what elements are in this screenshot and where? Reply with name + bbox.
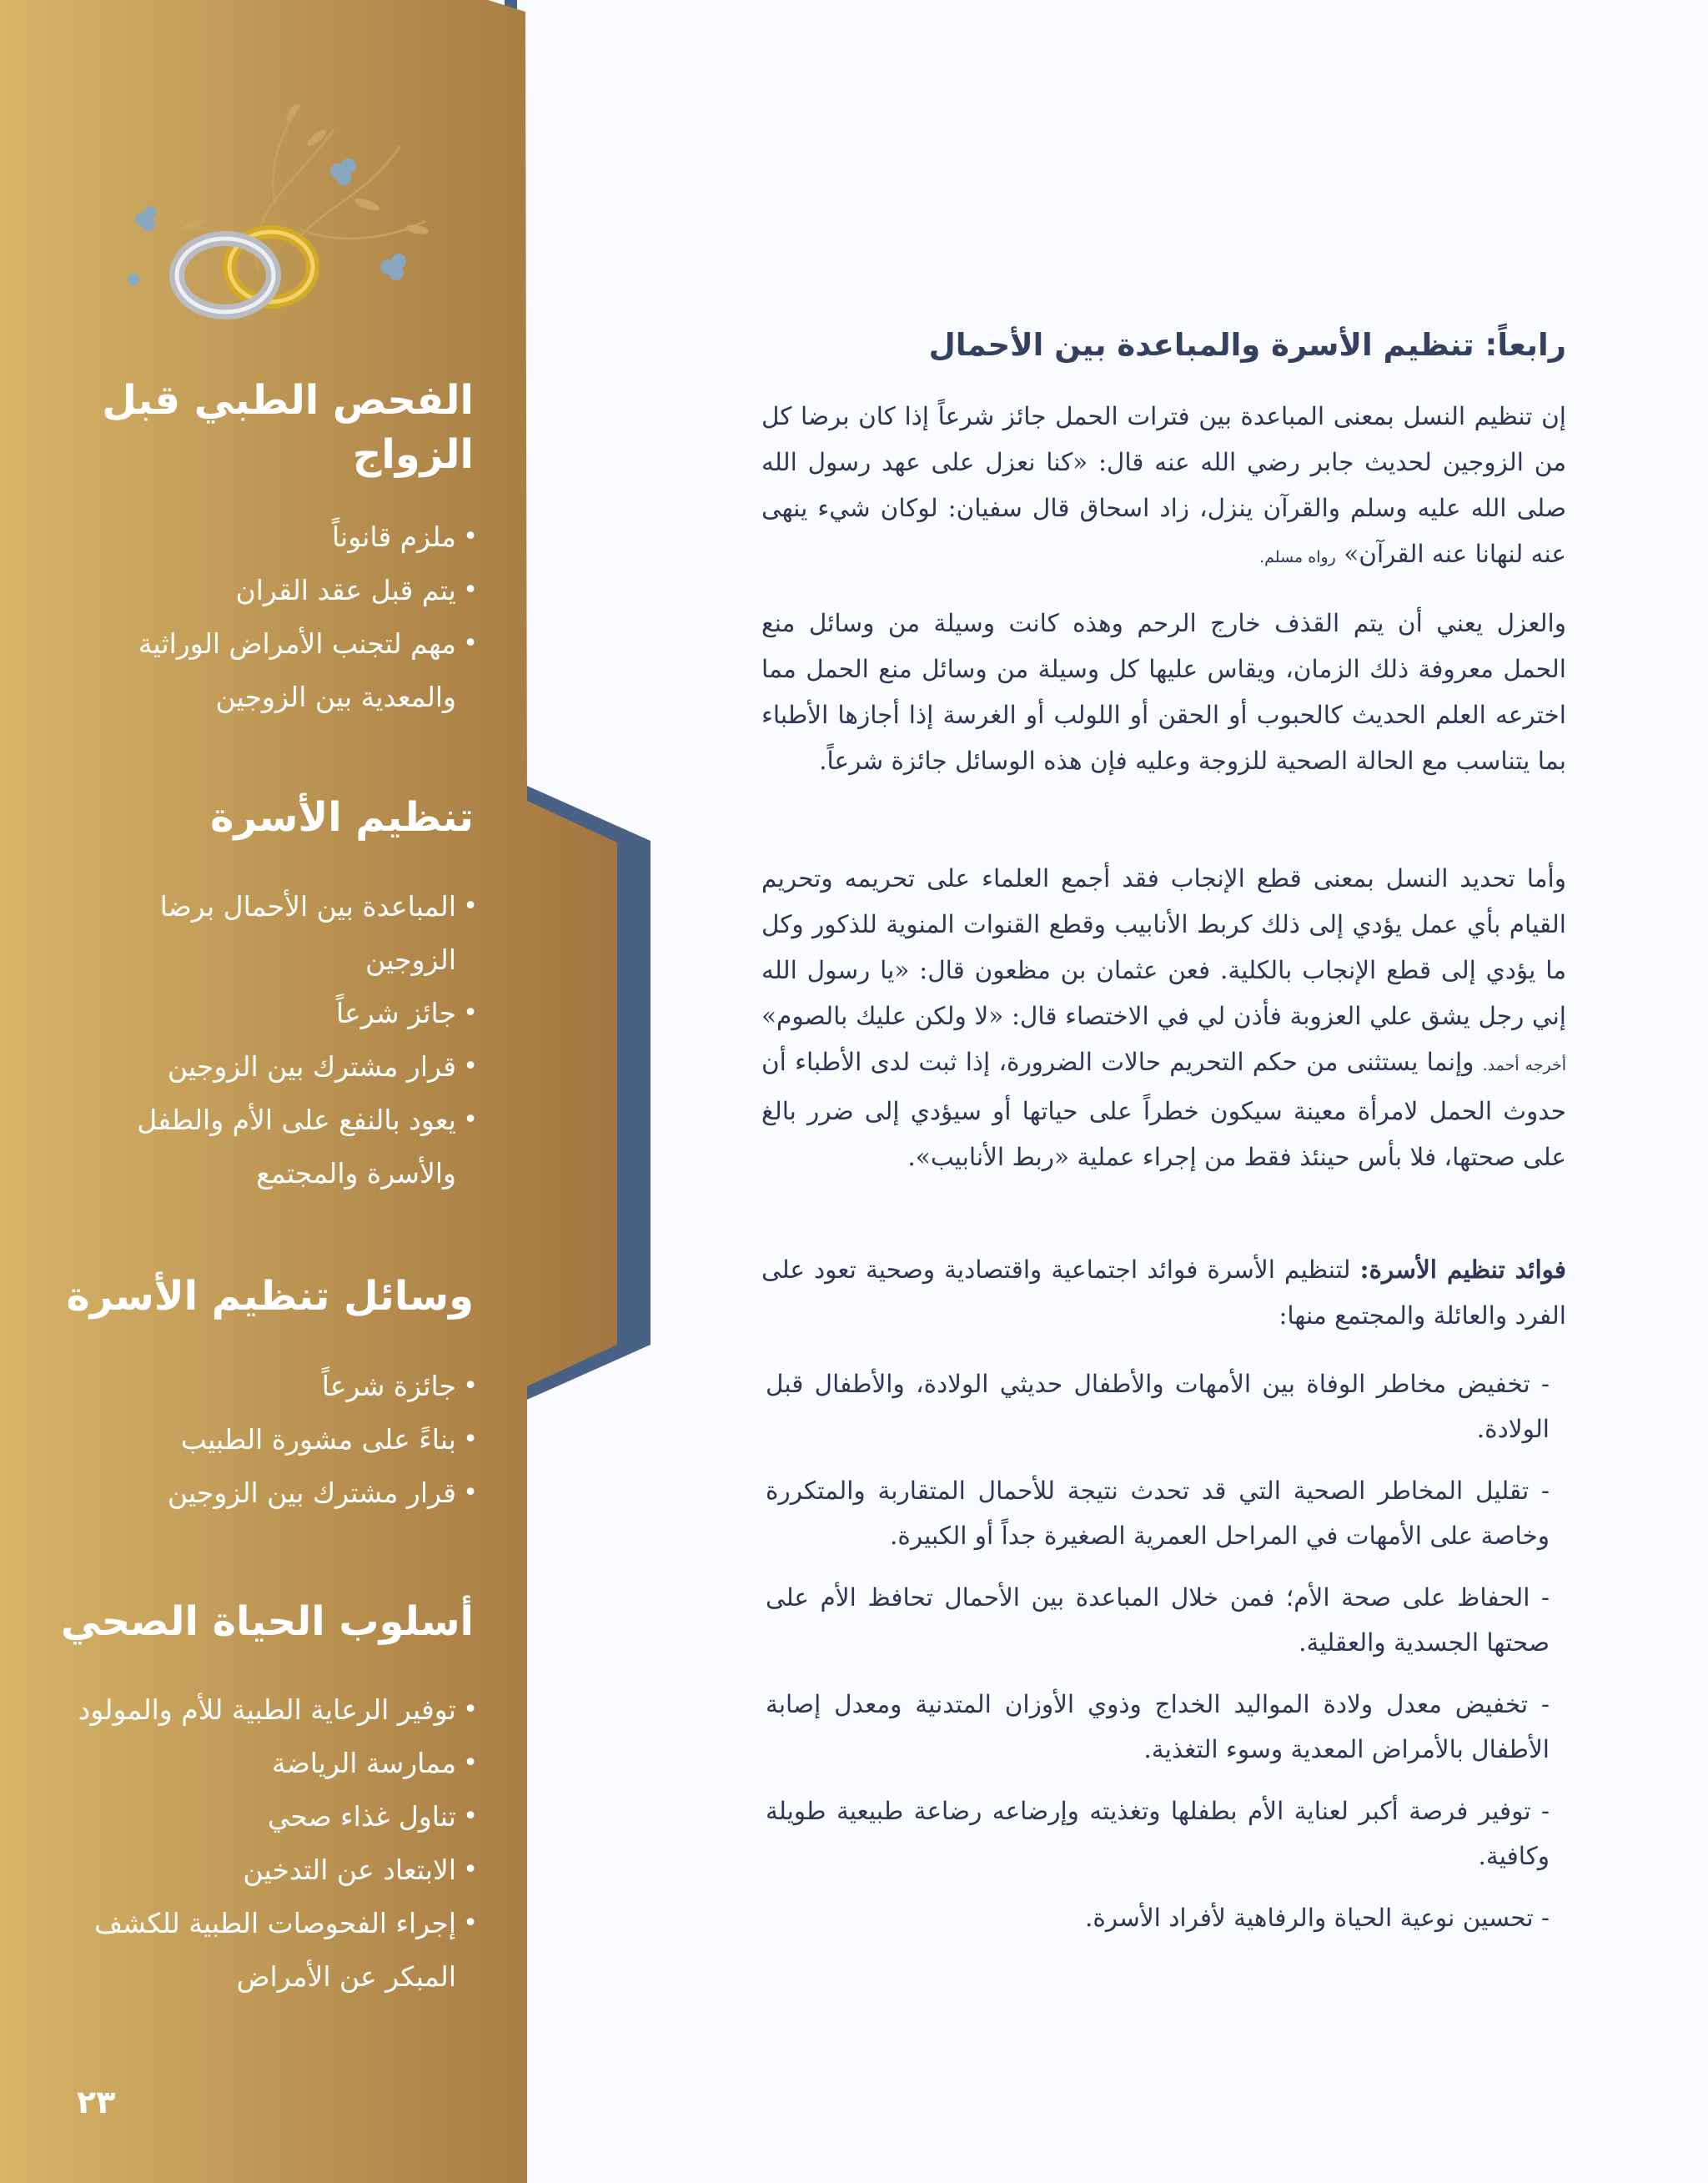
benefits-list <box>766 1361 1550 1957</box>
benefit-item: - تقليل المخاطر الصحية التي قد تحدث نتيجة للأحمال المتقاربة والمتكررة وخاصة على الأمهات في المراحل العمرية الصغيرة جداً أو الكبيرة. <box>766 1476 1550 1550</box>
sidebar-list-item: • يعود بالنفع على الأم والطفل والأسرة والمجتمع <box>61 1094 478 1200</box>
sidebar-list-item: • إجراء الفحوصات الطبية للكشف المبكر عن الأمراض <box>61 1897 478 2004</box>
sidebar-list-family-planning <box>61 880 478 1200</box>
page-number: ٢٣ <box>77 2084 116 2120</box>
sidebar-list-item: • الابتعاد عن التدخين <box>61 1843 478 1897</box>
sidebar-list-item: • مهم لتجنب الأمراض الوراثية والمعدية بين الزوجين <box>44 617 478 724</box>
paragraph-benefits-intro <box>761 1246 1566 1339</box>
benefit-item: - تخفيض معدل ولادة المواليد الخداج وذوي الأوزان المتدنية ومعدل إصابة الأطفال بالأمراض المعدية وسوء التغذية. <box>766 1690 1550 1763</box>
paragraph-text: وإنما يستثنى من حكم التحريم حالات الضرورة، إذا ثبت لدى الأطباء أن حدوث الحمل لامرأة معينة سيكون خطراً على حياتها أو سيؤدي إلى ضرر بالغ على صحتها، فلا بأس حينئذ فقط من إجراء عملية «ربط الأنابيب». <box>761 1048 1566 1171</box>
section-title: رابعاً: تنظيم الأسرة والمباعدة بين الأحمال <box>928 327 1566 363</box>
paragraph-text: وأما تحديد النسل بمعنى قطع الإنجاب فقد أجمع العلماء على تحريمه وتحريم القيام بأي عمل يؤدي إلى ذلك كربط الأنابيب وقطع القنوات المنوية للذكور وكل ما يؤدي إلى قطع الإنجاب بالكلية. فعن عثمان بن مظعون قال: «يا رسول الله إني رجل يشق علي العزوبة فأذن لي في الاختصاء قال: «لا ولكن عليك بالصوم» <box>761 864 1566 1030</box>
sidebar-list-item: • بناءً على مشورة الطبيب <box>44 1413 478 1466</box>
sidebar-heading-healthy-lifestyle: أسلوب الحياة الصحي <box>61 1598 474 1645</box>
benefit-item: - توفير فرصة أكبر لعناية الأم بطفلها وتغذيته وإرضاعه رضاعة طبيعية طويلة وكافية. <box>766 1797 1550 1870</box>
sidebar-list-item: • قرار مشترك بين الزوجين <box>44 1466 478 1520</box>
sidebar-list-item: • ممارسة الرياضة <box>61 1737 478 1790</box>
sidebar-list-item: • ملزم قانوناً <box>44 511 478 564</box>
sidebar-list-item: • المباعدة بين الأحمال برضا الزوجين <box>61 880 478 987</box>
benefit-item: - الحفاظ على صحة الأم؛ فمن خلال المباعدة بين الأحمال تحافظ الأم على صحتها الجسدية والعقلية. <box>766 1583 1550 1657</box>
hadith-source: أخرجه أحمد. <box>1482 1056 1566 1074</box>
sidebar-list-item: • جائزة شرعاً <box>44 1360 478 1413</box>
sidebar-list-item: • توفير الرعاية الطبية للأم والمولود <box>61 1683 478 1737</box>
paragraph-text: إن تنظيم النسل بمعنى المباعدة بين فترات الحمل جائز شرعاً إذا كان برضا كل من الزوجين لحديث جابر رضي الله عنه قال: «كنا نعزل على عهد رسول الله صلى الله عليه وسلم والقرآن ينزل، زاد اسحاق قال سفيان: لوكان شيء ينهى عنه لنهانا عنه القرآن» <box>761 402 1566 568</box>
sidebar-list-item: • قرار مشترك بين الزوجين <box>61 1040 478 1094</box>
paragraph-withdrawal: والعزل يعني أن يتم القذف خارج الرحم وهذه كانت وسيلة من وسائل منع الحمل معروفة ذلك الزمان، ويقاس عليها كل وسيلة من وسائل منع الحمل مما اخترعه العلم الحديث كالحبوب أو الحقن أو اللولب أو الغرسة إذا أجازها الأطباء بما يتناسب مع الحالة الصحية للزوجة وعليه فإن هذه الوسائل جائزة شرعاً. <box>761 609 1566 775</box>
paragraph-birth-limitation <box>761 856 1566 1180</box>
sidebar-heading-premarital-exam: الفحص الطبي قبل الزواج <box>102 377 474 478</box>
sidebar-list-item: • تناول غذاء صحي <box>61 1790 478 1843</box>
benefit-item: - تحسين نوعية الحياة والرفاهية لأفراد الأسرة. <box>1085 1904 1550 1932</box>
hadith-source: رواه مسلم. <box>1259 548 1336 566</box>
sidebar-heading-methods: وسائل تنظيم الأسرة <box>66 1273 474 1320</box>
paragraph-text: لتنظيم الأسرة فوائد اجتماعية واقتصادية وصحية تعود على الفرد والعائلة والمجتمع منها: <box>761 1255 1566 1330</box>
sidebar-list-healthy-lifestyle <box>61 1683 478 2004</box>
benefit-item: - تخفيض مخاطر الوفاة بين الأمهات والأطفال حديثي الولادة، والأطفال قبل الولادة. <box>766 1370 1550 1443</box>
benefits-label: فوائد تنظيم الأسرة: <box>1359 1255 1566 1284</box>
wedding-rings-icon <box>50 79 484 329</box>
paragraph-spacing-permissibility <box>761 394 1566 581</box>
sidebar-list-methods <box>44 1360 478 1520</box>
sidebar-list-item: • يتم قبل عقد القران <box>44 564 478 617</box>
sidebar-heading-family-planning: تنظيم الأسرة <box>210 794 474 841</box>
sidebar-list-item: • جائز شرعاً <box>61 987 478 1040</box>
sidebar-list-premarital-exam <box>44 511 478 724</box>
